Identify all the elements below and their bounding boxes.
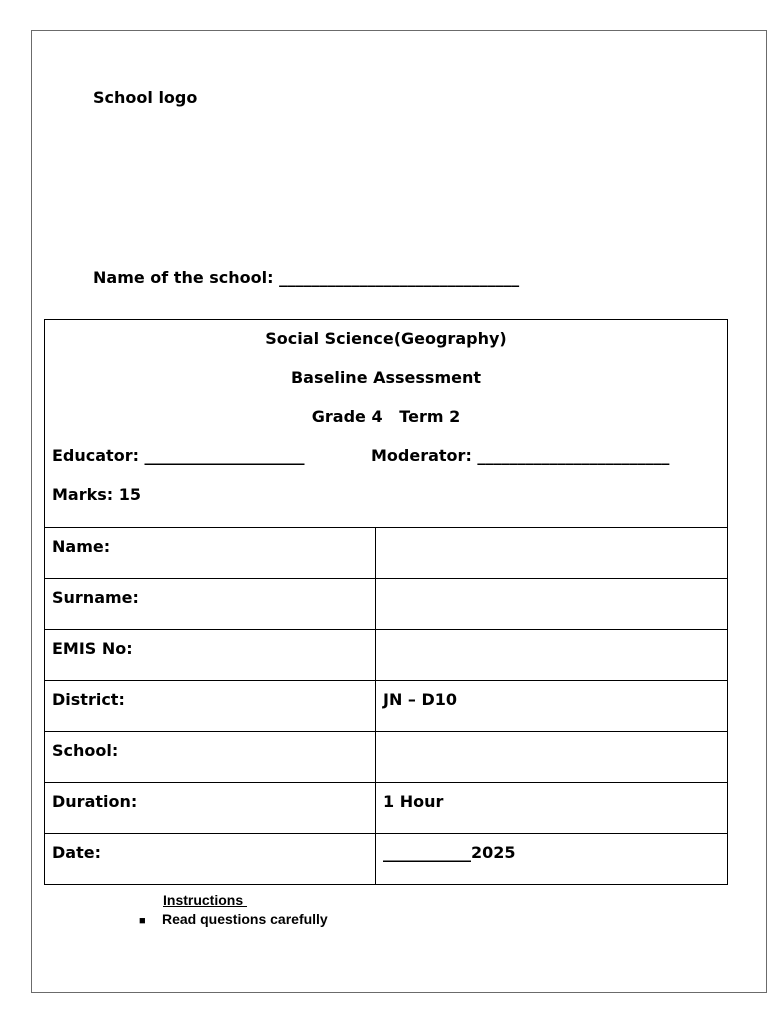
table-row — [45, 783, 728, 834]
district-value: JN – D10 — [376, 681, 728, 732]
instructions-heading: Instructions — [163, 892, 248, 908]
name-value — [376, 528, 728, 579]
date-value: ___________2025 — [376, 834, 728, 885]
learner-info-table — [44, 527, 728, 885]
district-label: District: — [45, 681, 376, 732]
table-row — [45, 579, 728, 630]
school-label: School: — [45, 732, 376, 783]
marks-label: Marks: 15 — [52, 485, 142, 504]
table-row — [45, 528, 728, 579]
table-row — [45, 732, 728, 783]
assessment-header-box — [44, 319, 728, 528]
list-item — [139, 911, 328, 927]
educator-field: Educator: ____________________ — [52, 446, 305, 465]
table-row — [45, 681, 728, 732]
date-label: Date: — [45, 834, 376, 885]
square-bullet-icon: ■ — [139, 915, 146, 927]
moderator-field: Moderator: ________________________ — [371, 446, 670, 465]
subject-title: Social Science(Geography) — [265, 329, 507, 348]
school-name-field: Name of the school: ______________________________ — [93, 268, 520, 287]
name-label: Name: — [45, 528, 376, 579]
emis-value — [376, 630, 728, 681]
school-value — [376, 732, 728, 783]
duration-label: Duration: — [45, 783, 376, 834]
duration-value: 1 Hour — [376, 783, 728, 834]
table-row — [45, 630, 728, 681]
emis-label: EMIS No: — [45, 630, 376, 681]
surname-value — [376, 579, 728, 630]
assessment-title: Baseline Assessment — [290, 368, 482, 387]
school-logo-placeholder: School logo — [93, 88, 198, 107]
grade-term-title: Grade 4 Term 2 — [311, 407, 461, 426]
table-row — [45, 834, 728, 885]
surname-label: Surname: — [45, 579, 376, 630]
instruction-text: Read questions carefully — [162, 911, 328, 927]
